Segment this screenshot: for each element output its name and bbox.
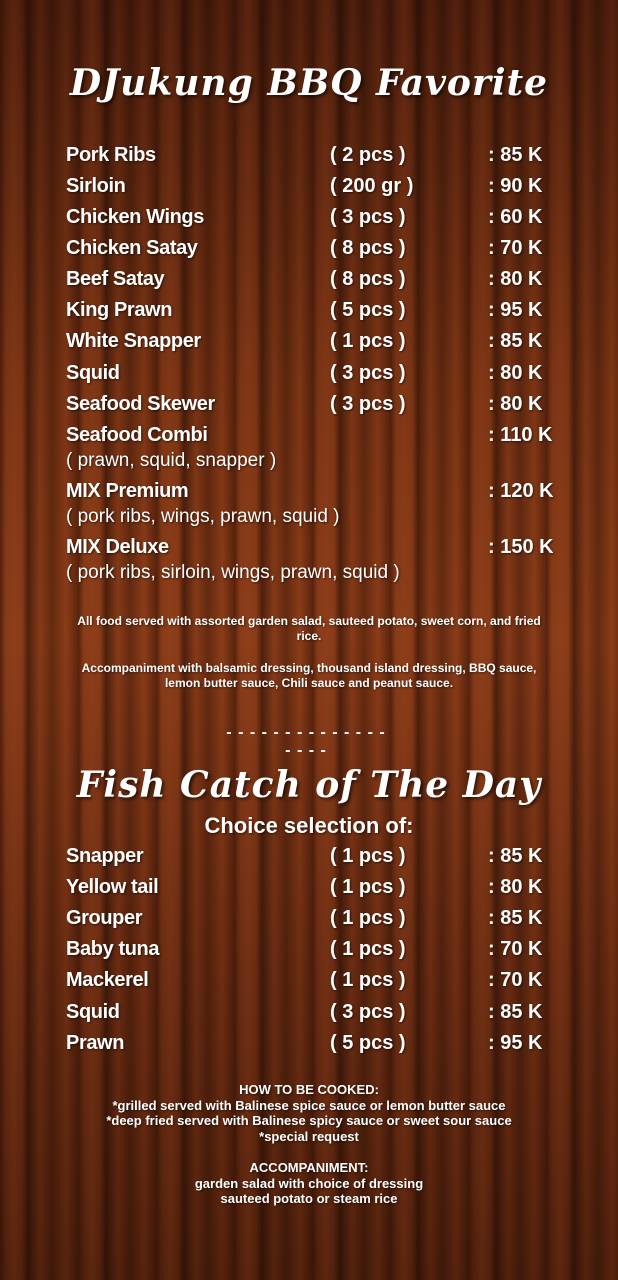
menu-item-row — [66, 175, 556, 203]
item-qty: ( 1 pcs ) — [330, 907, 406, 929]
item-price: : 70 K — [488, 938, 543, 960]
item-qty: ( 3 pcs ) — [330, 206, 406, 228]
menu-item-row — [66, 969, 556, 997]
combo-description: ( pork ribs, wings, prawn, squid ) — [66, 506, 340, 527]
item-name: Chicken Satay — [66, 237, 198, 259]
item-price: : 60 K — [488, 206, 543, 228]
item-name: Sirloin — [66, 175, 126, 197]
combo-row — [66, 480, 556, 508]
item-price: : 80 K — [488, 268, 543, 290]
item-name: Seafood Skewer — [66, 393, 215, 415]
section-divider: - - - - - - - - - - - - - - - - - - — [226, 724, 386, 759]
item-qty: ( 8 pcs ) — [330, 237, 406, 259]
item-price: : 80 K — [488, 362, 543, 384]
accompaniment-block — [40, 1160, 578, 1207]
item-price: : 70 K — [488, 237, 543, 259]
item-qty: ( 5 pcs ) — [330, 1032, 406, 1054]
how-to-cook-line: *special request — [259, 1128, 359, 1144]
combo-price: : 120 K — [488, 480, 554, 502]
item-name: King Prawn — [66, 299, 173, 321]
accompaniment-line: garden salad with choice of dressing — [194, 1175, 424, 1191]
combo-price: : 150 K — [488, 536, 554, 558]
item-qty: ( 1 pcs ) — [330, 845, 406, 867]
item-price: : 90 K — [488, 175, 543, 197]
item-name: Baby tuna — [66, 938, 160, 960]
menu-item-row — [66, 845, 556, 873]
menu-item-row — [66, 299, 556, 327]
item-price: : 95 K — [488, 299, 543, 321]
accompaniment-title: ACCOMPANIMENT: — [249, 1160, 369, 1175]
item-price: : 70 K — [488, 969, 543, 991]
item-qty: ( 3 pcs ) — [330, 1001, 406, 1023]
item-qty: ( 1 pcs ) — [330, 969, 406, 991]
combo-price: : 110 K — [488, 424, 553, 446]
menu-item-row — [66, 330, 556, 358]
item-name: Squid — [66, 1001, 120, 1023]
item-name: Beef Satay — [66, 268, 165, 290]
how-to-cook-line: *deep fried served with Balinese spicy sauce or sweet sour sauce — [106, 1113, 512, 1128]
accompaniment-line: sauteed potato or steam rice — [220, 1191, 398, 1206]
item-price: : 80 K — [488, 393, 543, 415]
item-price: : 85 K — [488, 330, 543, 352]
item-qty: ( 3 pcs ) — [330, 362, 406, 384]
menu-item-row — [66, 1032, 556, 1060]
item-qty: ( 3 pcs ) — [330, 393, 406, 415]
menu-item-row — [66, 362, 556, 390]
item-qty: ( 8 pcs ) — [330, 268, 406, 290]
menu-item-row — [66, 938, 556, 966]
combo-row — [66, 536, 556, 564]
menu-item-row — [66, 144, 556, 172]
bbq-section-title: DJukung BBQ Favorite — [69, 62, 549, 104]
item-name: Prawn — [66, 1032, 125, 1054]
menu-item-row — [66, 876, 556, 904]
item-qty: ( 1 pcs ) — [330, 876, 406, 898]
item-price: : 85 K — [488, 1001, 543, 1023]
item-price: : 95 K — [488, 1032, 543, 1054]
how-to-cook-title: HOW TO BE COOKED: — [239, 1082, 379, 1097]
combo-description: ( prawn, squid, snapper ) — [66, 450, 277, 471]
item-qty: ( 1 pcs ) — [330, 938, 406, 960]
combo-name: Seafood Combi — [66, 424, 208, 446]
item-name: Grouper — [66, 907, 143, 929]
menu-item-row — [66, 206, 556, 234]
served-with-note: All food served with assorted garden salad, sauteed potato, sweet corn, and fried rice. — [77, 614, 541, 643]
item-qty: ( 1 pcs ) — [330, 330, 406, 352]
combo-name: MIX Deluxe — [66, 536, 169, 558]
item-name: White Snapper — [66, 330, 201, 352]
item-price: : 85 K — [488, 845, 543, 867]
item-name: Yellow tail — [66, 876, 159, 898]
item-name: Chicken Wings — [66, 206, 204, 228]
accompaniment-note: Accompaniment with balsamic dressing, thousand island dressing, BBQ sauce, lemon butter sauce, Chili sauce and peanut sauce. — [81, 661, 537, 690]
item-qty: ( 200 gr ) — [330, 175, 414, 197]
how-to-cook-line: *grilled served with Balinese spice sauce or lemon butter sauce — [112, 1097, 506, 1113]
combo-name: MIX Premium — [66, 480, 189, 502]
item-price: : 85 K — [488, 907, 543, 929]
menu-item-row — [66, 237, 556, 265]
item-price: : 80 K — [488, 876, 543, 898]
fish-section-title: Fish Catch of The Day — [76, 764, 542, 806]
combo-row — [66, 424, 556, 452]
how-to-cook-block — [40, 1082, 578, 1144]
item-name: Squid — [66, 362, 120, 384]
menu-item-row — [66, 907, 556, 935]
fish-subtitle: Choice selection of: — [204, 813, 414, 838]
item-qty: ( 5 pcs ) — [330, 299, 406, 321]
menu-item-row — [66, 268, 556, 296]
item-qty: ( 2 pcs ) — [330, 144, 406, 166]
item-name: Pork Ribs — [66, 144, 156, 166]
item-name: Mackerel — [66, 969, 149, 991]
menu-item-row — [66, 393, 556, 421]
combo-description: ( pork ribs, sirloin, wings, prawn, squid ) — [66, 562, 400, 583]
item-price: : 85 K — [488, 144, 543, 166]
menu-item-row — [66, 1001, 556, 1029]
item-name: Snapper — [66, 845, 144, 867]
